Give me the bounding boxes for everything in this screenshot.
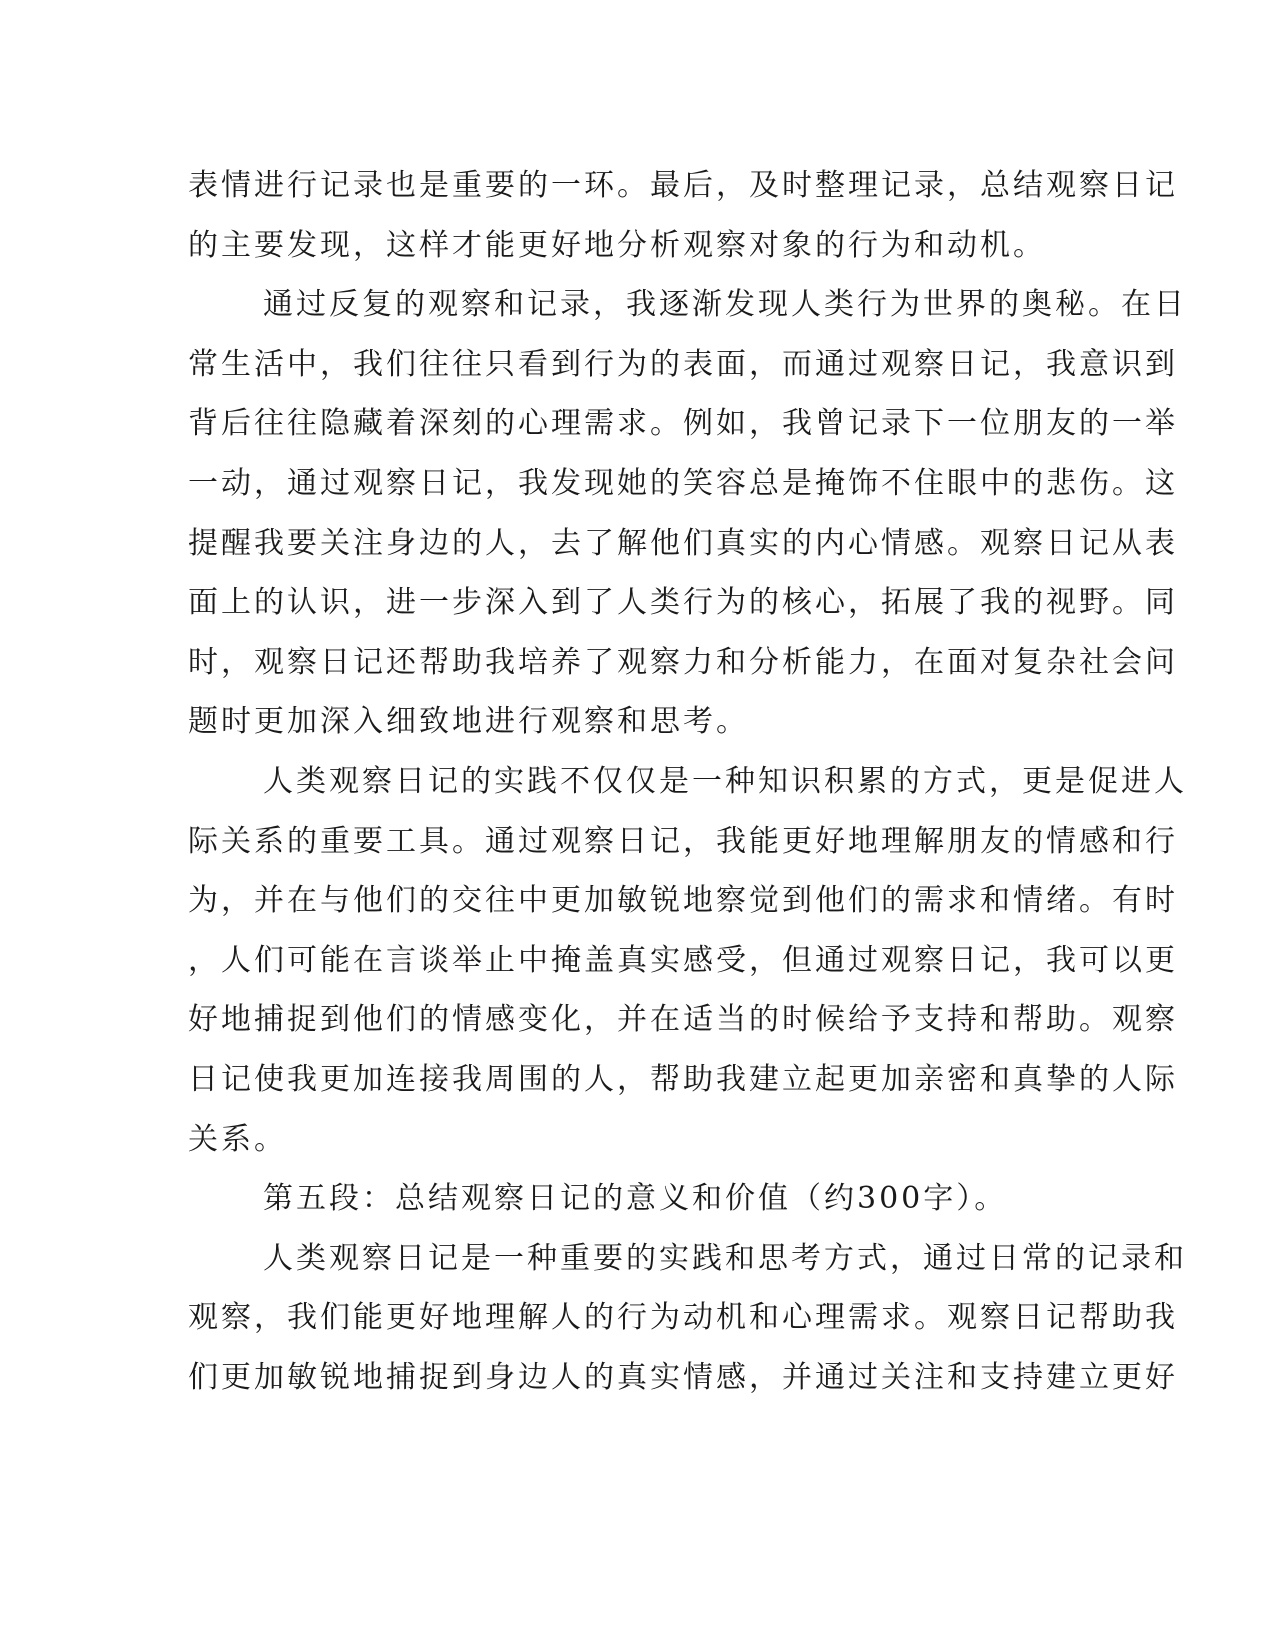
text-line: 一动，通过观察日记，我发现她的笑容总是掩饰不住眼中的悲伤。这 <box>188 465 1178 501</box>
body-text <box>188 156 1187 1407</box>
text-line: ，人们可能在言谈举止中掩盖真实感受，但通过观察日记，我可以更 <box>188 942 1178 978</box>
text-line: 背后往往隐藏着深刻的心理需求。例如，我曾记录下一位朋友的一举 <box>188 406 1178 442</box>
text-line: 面上的认识，进一步深入到了人类行为的核心，拓展了我的视野。同 <box>188 585 1178 621</box>
text-line: 们更加敏锐地捕捉到身边人的真实情感，并通过关注和支持建立更好 <box>188 1359 1178 1395</box>
text-line: 时，观察日记还帮助我培养了观察力和分析能力，在面对复杂社会问 <box>188 644 1178 680</box>
text-line: 表情进行记录也是重要的一环。最后，及时整理记录，总结观察日记 <box>188 168 1178 203</box>
text-line: 日记使我更加连接我周围的人，帮助我建立起更加亲密和真挚的人际 <box>188 1061 1178 1097</box>
paragraph-start-line: 通过反复的观察和记录，我逐渐发现人类行为世界的奥秘。在日 <box>263 287 1187 323</box>
text-line: 好地捕捉到他们的情感变化，并在适当的时候给予支持和帮助。观察 <box>188 1002 1178 1038</box>
text-line: 的主要发现，这样才能更好地分析观察对象的行为和动机。 <box>188 227 1046 263</box>
text-line: 为，并在与他们的交往中更加敏锐地察觉到他们的需求和情绪。有时 <box>188 883 1178 919</box>
text-line: 关系。 <box>188 1121 287 1157</box>
text-line: 题时更加深入细致地进行观察和思考。 <box>188 704 749 740</box>
section-heading-line: 第五段：总结观察日记的意义和价值（约300字）。 <box>263 1181 1008 1217</box>
text-line: 观察，我们能更好地理解人的行为动机和心理需求。观察日记帮助我 <box>188 1300 1178 1336</box>
paragraph-start-line: 人类观察日记是一种重要的实践和思考方式，通过日常的记录和 <box>263 1240 1187 1276</box>
paragraph-start-line: 人类观察日记的实践不仅仅是一种知识积累的方式，更是促进人 <box>263 763 1187 799</box>
text-line: 常生活中，我们往往只看到行为的表面，而通过观察日记，我意识到 <box>188 346 1178 382</box>
text-line: 提醒我要关注身边的人，去了解他们真实的内心情感。观察日记从表 <box>188 525 1178 561</box>
text-line: 际关系的重要工具。通过观察日记，我能更好地理解朋友的情感和行 <box>188 823 1178 859</box>
